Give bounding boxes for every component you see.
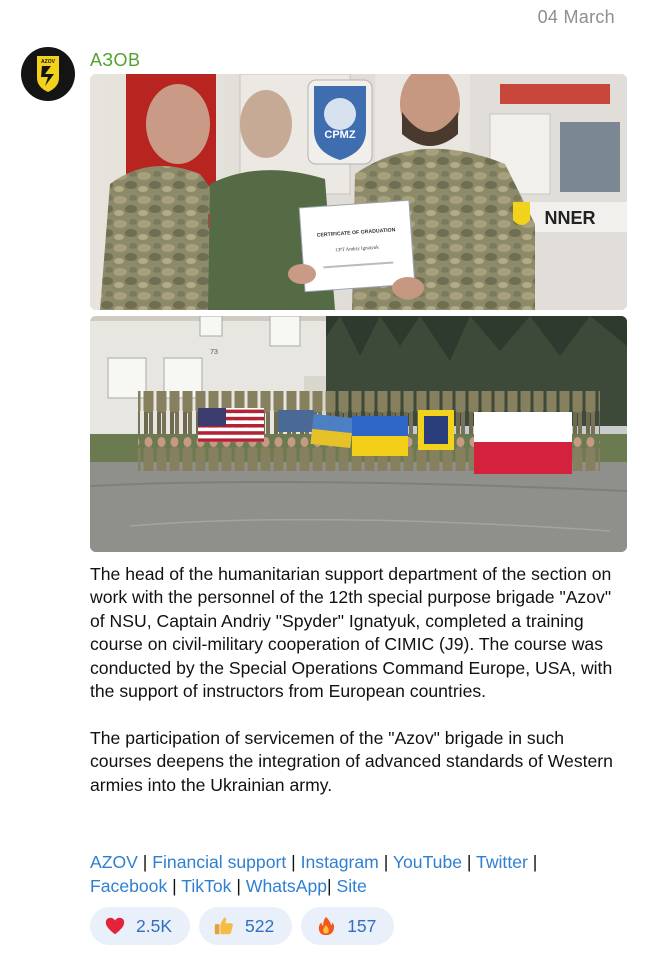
link-instagram[interactable]: Instagram	[300, 852, 379, 872]
link-separator: |	[286, 852, 301, 872]
thumbs-up-icon	[213, 915, 235, 937]
channel-name[interactable]: АЗОВ	[90, 50, 141, 70]
channel-avatar[interactable]	[21, 47, 75, 101]
azov-logo-icon	[31, 54, 65, 94]
post-photo-ceremony[interactable]	[90, 74, 627, 310]
reaction-thumbs-up[interactable]	[199, 907, 292, 945]
certificate-title: CERTIFICATE OF GRADUATION	[316, 227, 396, 239]
link-site[interactable]: Site	[336, 876, 367, 896]
link-separator: |	[462, 852, 477, 872]
reaction-count: 522	[245, 915, 275, 936]
link-twitter[interactable]: Twitter	[476, 852, 528, 872]
link-separator: |	[137, 852, 153, 872]
heart-icon	[104, 915, 126, 937]
reaction-fire[interactable]	[301, 907, 394, 945]
certificate-name: CPT Andriy Ignatyuk	[335, 245, 379, 254]
reaction-heart[interactable]	[90, 907, 190, 945]
reaction-count: 2.5K	[136, 915, 172, 936]
link-separator: |	[378, 852, 393, 872]
link-azov[interactable]: AZOV	[90, 852, 138, 872]
post-paragraph-2: The participation of servicemen of the "Azov" brigade in such courses deepens the integration of advanced standards of Western armies into the Ukrainian army.	[90, 727, 613, 795]
link-whatsapp[interactable]: WhatsApp	[245, 876, 328, 896]
svg-text:AZOV: AZOV	[41, 59, 55, 65]
reactions-bar	[90, 907, 394, 945]
link-separator: |	[327, 876, 337, 896]
post-date: 04 March	[537, 7, 615, 27]
link-tiktok[interactable]: TikTok	[181, 876, 232, 896]
post-photo-group[interactable]	[90, 316, 627, 552]
badge-text: CPMZ	[324, 129, 356, 141]
wall-sign-text: NNER	[544, 208, 596, 228]
building-number: 73	[210, 349, 218, 356]
link-separator: |	[527, 852, 538, 872]
link-separator: |	[167, 876, 182, 896]
link-separator: |	[231, 876, 246, 896]
post-links	[90, 850, 630, 898]
fire-icon	[315, 915, 337, 937]
link-youtube[interactable]: YouTube	[392, 852, 463, 872]
reaction-count: 157	[347, 915, 377, 936]
post-paragraph-1: The head of the humanitarian support department of the section on work with the personnel of the 12th special purpose brigade "Azov" of NSU, Captain Andriy "Spyder" Ignatyuk, completed a training course on civil-military cooperation of CIMIC (J9). The course was conducted by the Special Operations Command Europe, USA, with the support of instructors from European countries.	[90, 564, 613, 702]
link-facebook[interactable]: Facebook	[90, 876, 168, 896]
link-financial-support[interactable]: Financial support	[152, 852, 287, 872]
post-text	[90, 563, 625, 797]
